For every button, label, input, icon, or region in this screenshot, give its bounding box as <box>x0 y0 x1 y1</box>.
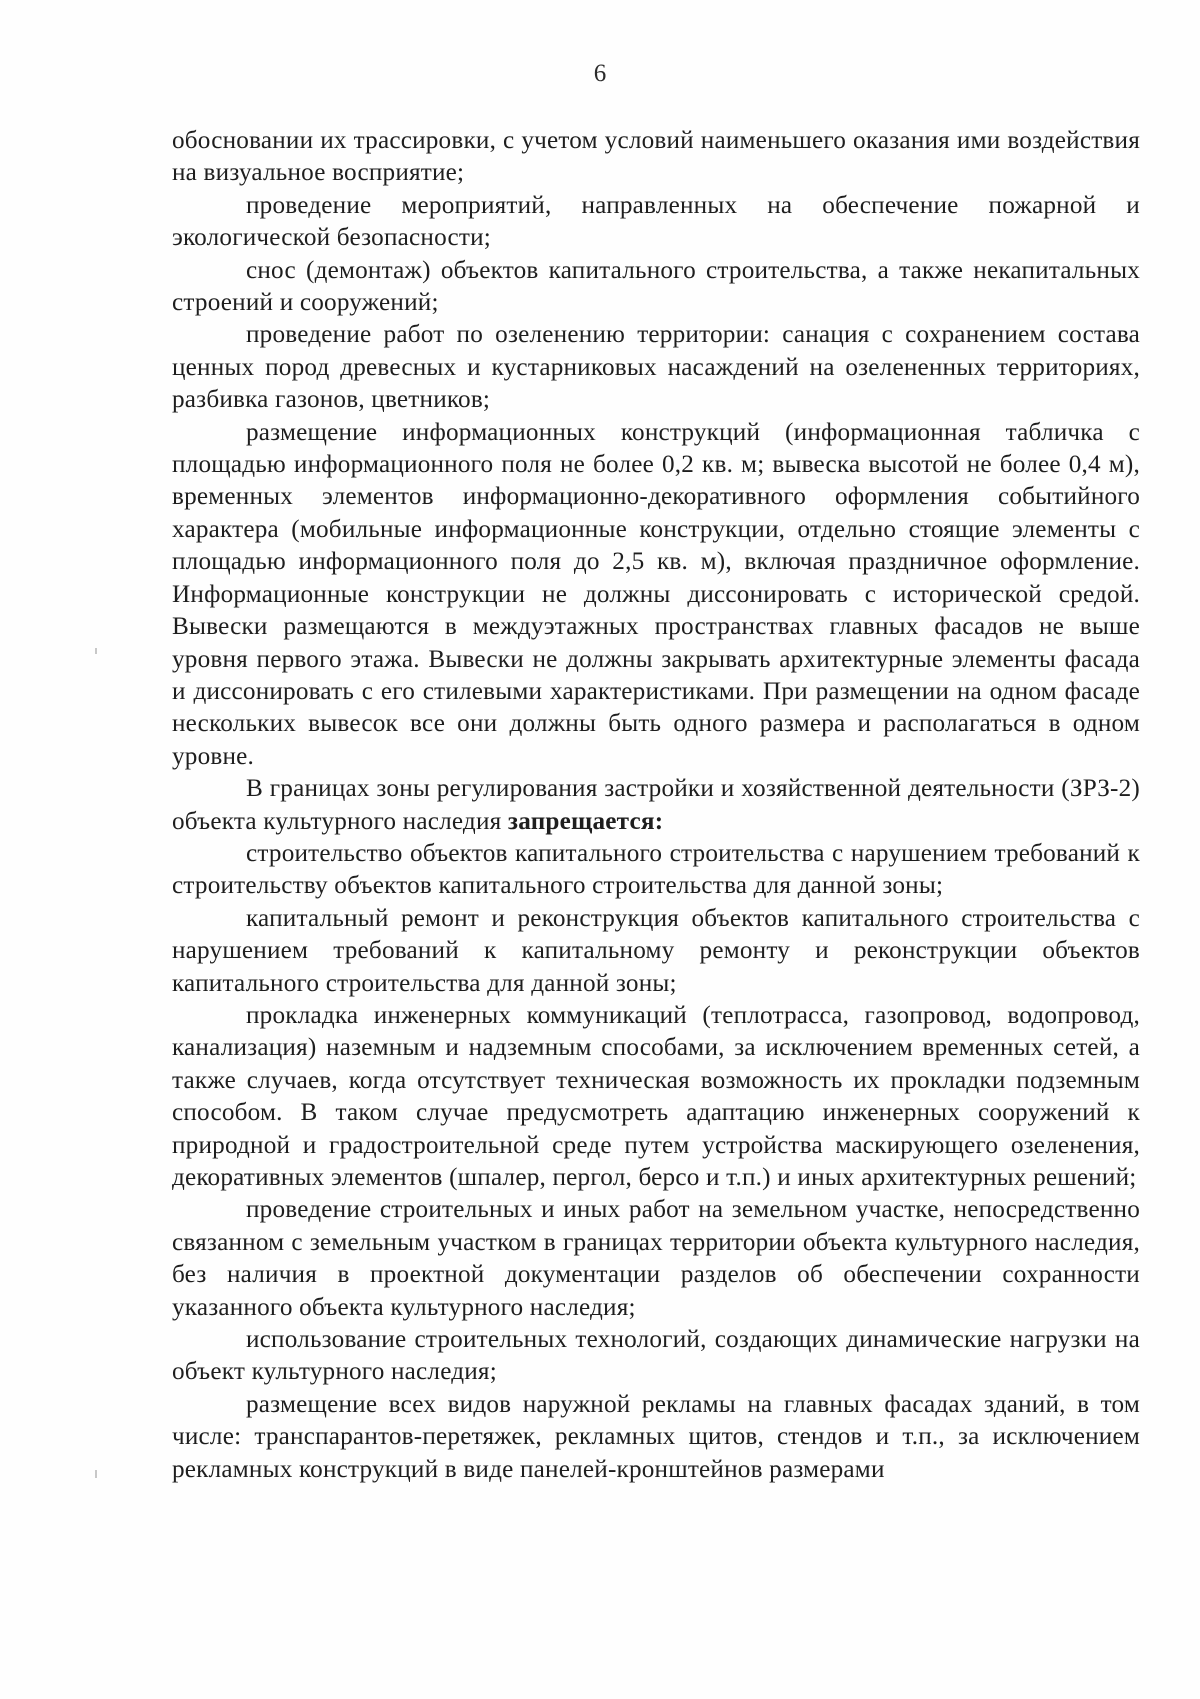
paragraph: снос (демонтаж) объектов капитального строительства, а также некапитальных строений и сооружений; <box>172 256 1140 317</box>
page-number: 6 <box>593 60 607 87</box>
scan-artifact <box>95 648 97 654</box>
emphasis-prohibited: запрещается: <box>507 807 664 835</box>
paragraph: строительство объектов капитального строительства с нарушением требований к строительству объектов капитального строительства для данной зоны; <box>172 839 1140 900</box>
scan-artifact <box>95 1470 97 1478</box>
paragraph: обосновании их трассировки, с учетом условий наименьшего оказания ими воздействия на визуальное восприятие; <box>172 127 1140 187</box>
paragraph: проведение мероприятий, направленных на обеспечение пожарной и экологической безопасности; <box>172 191 1140 252</box>
paragraph: проведение строительных и иных работ на земельном участке, непосредственно связанном с земельным участком в границах территории объекта культурного наследия, без наличия в проектной документации разделов об обеспечении сохранности указанного объекта культурного наследия; <box>172 1196 1140 1321</box>
paragraph: проведение работ по озеленению территории: санация с сохранением состава ценных пород древесных и кустарниковых насаждений на озелененных территориях, разбивка газонов, цветников; <box>172 321 1140 414</box>
paragraph: прокладка инженерных коммуникаций (теплотрасса, газопровод, водопровод, канализация) наземным и надземным способами, за исключением временных сетей, а также случаев, когда отсутствует техническая возможность их прокладки подземным способом. В таком случае предусмотреть адаптацию инженерных сооружений к природной и градостроительной среде путем устройства маскирующего озеленения, декоративных элементов (шпалер, пергол, берсо и т.п.) и иных архитектурных решений; <box>172 1001 1140 1191</box>
paragraph: использование строительных технологий, создающих динамические нагрузки на объект культурного наследия; <box>172 1326 1140 1386</box>
document-body <box>172 125 1140 1486</box>
paragraph <box>172 773 1140 838</box>
paragraph-text: В границах зоны регулирования застройки и хозяйственной деятельности (ЗРЗ-2) объекта культурного наследия <box>172 775 1140 835</box>
paragraph: капитальный ремонт и реконструкция объектов капитального строительства с нарушением требований к капитальному ремонту и реконструкции объектов капитального строительства для данной зоны; <box>172 904 1140 997</box>
paragraph: размещение всех видов наружной рекламы на главных фасадах зданий, в том числе: транспарантов-перетяжек, рекламных щитов, стендов и т.п., за исключением рекламных конструкций в виде панелей-кронштейнов размерами <box>172 1390 1140 1483</box>
paragraph: размещение информационных конструкций (информационная табличка с площадью информационного поля не более 0,2 кв. м; вывеска высотой не более 0,4 м), временных элементов информационно-декоративного оформления событийного характера (мобильные информационные конструкции, отдельно стоящие элементы с площадью информационного поля до 2,5 кв. м), включая праздничное оформление. Информационные конструкции не должны диссонировать с исторической средой. Вывески размещаются в междуэтажных пространствах главных фасадов не выше уровня первого этажа. Вывески не должны закрывать архитектурные элементы фасада и диссонировать с его стилевыми характеристиками. При размещении на одном фасаде нескольких вывесок все они должны быть одного размера и располагаться в одном уровне. <box>172 418 1140 770</box>
